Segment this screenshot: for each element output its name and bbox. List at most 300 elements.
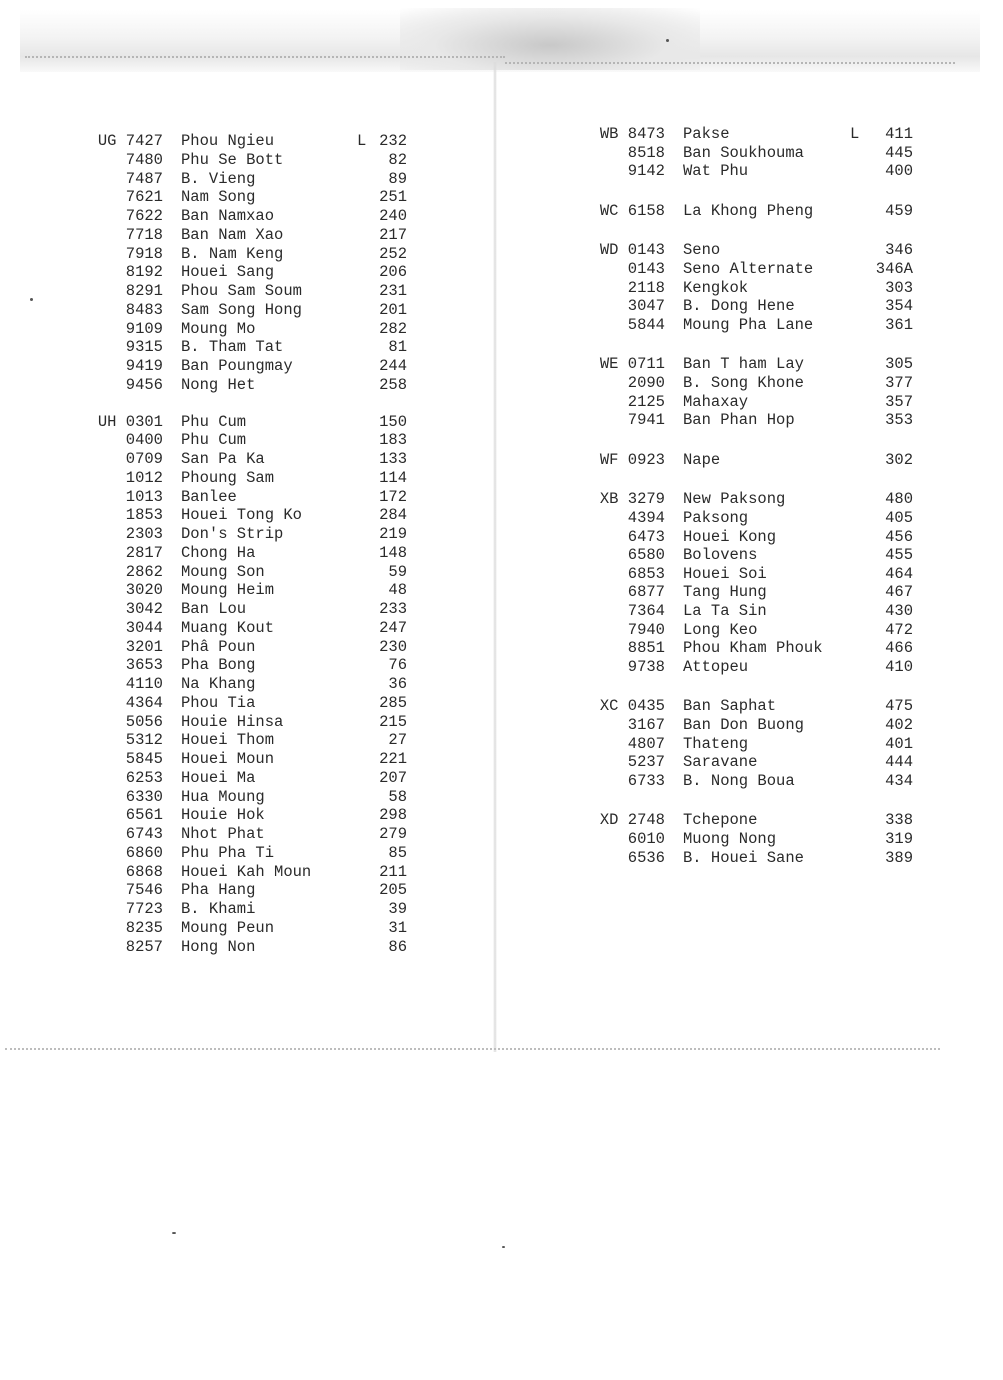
reference-number: 464 [885,564,913,583]
list-item [585,260,913,278]
place-name: Saravane [683,753,758,772]
list-item [585,316,913,334]
list-item [97,525,407,543]
place-name: Phou Kham Phouk [683,639,823,658]
reference-number: 205 [379,881,407,900]
place-name: Houie Hok [181,806,265,825]
place-name: Hua Moung [181,787,265,806]
reference-number: 36 [388,675,407,693]
reference-number: 82 [388,150,407,169]
reference-number: 217 [379,225,407,244]
list-item [97,170,407,188]
grid-reference: 6877 [627,583,665,602]
list-item [97,450,407,468]
reference-number: 85 [388,843,407,862]
reference-number: 211 [379,862,407,881]
grid-reference: WC 6158 [599,201,665,220]
place-name: Pha Bong [181,656,256,675]
reference-number: 133 [379,450,407,468]
grid-reference: WD 0143 [599,241,665,260]
list-item [97,338,407,356]
grid-reference: 7940 [627,620,665,639]
list-item [97,282,407,300]
list-item [585,144,913,162]
list-item [585,849,913,867]
place-name: Ban Namxao [181,207,275,225]
list-item [585,830,913,848]
place-name: Moung Pha Lane [683,315,814,334]
grid-reference: 6253 [125,768,163,787]
list-item [97,713,407,731]
grid-reference: 3042 [125,600,163,618]
place-name: Muong Nong [683,830,777,848]
grid-reference: XB 3279 [599,490,665,509]
reference-number: 303 [885,278,913,297]
place-name: Phu Pha Ti [181,843,275,862]
grid-reference: 7918 [125,244,163,263]
list-item [585,451,913,469]
place-name: Houei Sang [181,263,275,282]
reference-number: 353 [885,411,913,430]
grid-reference: 5237 [627,753,665,772]
list-item [585,297,913,315]
list-item [585,546,913,564]
list-item [585,621,913,639]
grid-reference: 2862 [125,562,163,581]
place-name: Houei Tong Ko [181,506,302,525]
reference-number: 252 [379,244,407,263]
list-item [97,806,407,824]
reference-number: 240 [379,207,407,225]
place-name: Houei Thom [181,731,275,750]
list-item [97,581,407,599]
grid-reference: 6868 [125,862,163,881]
reference-number: 59 [388,562,407,581]
place-name: Houei Moun [181,750,275,768]
place-name: B. Dong Hene [683,297,795,316]
reference-number: 346 [885,241,913,260]
grid-reference: 7621 [125,188,163,207]
list-item [585,162,913,180]
place-name: Bolovens [683,546,758,565]
reference-number: 346A [875,260,913,278]
scan-speck [502,1246,505,1248]
grid-reference: 4394 [627,509,665,527]
place-name: Seno Alternate [683,260,814,278]
grid-reference: 8291 [125,282,163,300]
place-name: Moung Mo [181,319,256,338]
place-name: Phou Tia [181,693,256,712]
place-name: Sam Song Hong [181,300,302,319]
reference-number: 207 [379,768,407,787]
list-item [585,716,913,734]
list-item [97,544,407,562]
place-name: Moung Heim [181,581,275,600]
place-name: Tchepone [683,811,758,830]
grid-reference: 7723 [125,900,163,918]
list-item [97,638,407,656]
place-name: Chong Ha [181,543,256,562]
list-item [585,658,913,676]
grid-reference: UH 0301 [97,412,163,431]
list-item [585,355,913,373]
list-item [97,675,407,693]
place-name: Don's Strip [181,525,284,543]
place-name: Phou Ngieu [181,132,275,150]
list-item [97,919,407,937]
place-name: Phou Sam Soum [181,282,302,300]
place-name: Long Keo [683,620,758,639]
place-name: New Paksong [683,490,786,509]
grid-reference: 4364 [125,693,163,712]
reference-number: 31 [388,918,407,937]
grid-reference: 9142 [627,162,665,181]
place-name: La Ta Sin [683,602,767,620]
reference-number: 357 [885,392,913,411]
scan-speck [172,1232,176,1234]
grid-reference: 6853 [627,564,665,583]
reference-number: 456 [885,527,913,546]
place-name: Hong Non [181,937,256,956]
grid-reference: 7718 [125,225,163,244]
place-name: Ban Don Buong [683,716,804,734]
place-name: Ban Soukhouma [683,143,804,162]
grid-reference: 5312 [125,731,163,750]
list-item [97,301,407,319]
list-item [97,226,407,244]
list-item [585,811,913,829]
list-item [97,619,407,637]
place-name: Phoung Sam [181,468,275,487]
grid-reference: 1012 [125,468,163,487]
reference-number: 76 [388,656,407,675]
place-name: B. Houei Sane [683,848,804,867]
grid-reference: 3044 [125,618,163,637]
list-item [97,413,407,431]
list-item [585,583,913,601]
reference-number: 206 [379,263,407,282]
reference-number: 298 [379,806,407,825]
grid-reference: 6743 [125,825,163,843]
grid-reference: 8192 [125,263,163,282]
scan-speck [30,298,33,301]
grid-reference: 6561 [125,806,163,825]
place-name: Wat Phu [683,162,749,181]
grid-reference: 6860 [125,843,163,862]
reference-number: 411 [885,125,913,143]
grid-reference: 6733 [627,771,665,790]
grid-reference: 3167 [627,716,665,734]
reference-number: 467 [885,583,913,602]
reference-number: 89 [388,169,407,188]
list-item [585,753,913,771]
reference-number: 172 [379,487,407,506]
place-name: Pakse [683,125,730,143]
grid-reference: 9738 [627,657,665,676]
list-item [97,506,407,524]
list-item [585,490,913,508]
list-item [97,863,407,881]
list-item [97,207,407,225]
grid-reference: 5056 [125,712,163,731]
place-name: Nhot Phat [181,825,265,843]
list-item [97,694,407,712]
reference-number: 305 [885,355,913,374]
reference-number: 430 [885,602,913,620]
place-name: B. Song Khone [683,374,804,392]
reference-number: 201 [379,300,407,319]
grid-reference: 6536 [627,848,665,867]
place-name: San Pa Ka [181,450,265,468]
list-item [585,639,913,657]
grid-reference: 0400 [125,431,163,450]
list-item [97,469,407,487]
list-item [97,132,407,150]
place-name: Nape [683,450,721,469]
reference-number: 466 [885,639,913,658]
grid-reference: 2090 [627,374,665,392]
page-bottom-edge [5,1048,940,1056]
reference-number: 215 [379,712,407,731]
grid-reference: 6580 [627,546,665,565]
place-name: Seno [683,241,721,260]
place-name: Paksong [683,509,749,527]
list-item [585,125,913,143]
place-name: La Khong Pheng [683,201,814,220]
place-name: Nam Song [181,188,256,207]
list-item [97,731,407,749]
place-name: Phu Cum [181,412,247,431]
place-name: Na Khang [181,675,256,693]
reference-number: 319 [885,830,913,848]
grid-reference: 1013 [125,487,163,506]
place-name: Ban Lou [181,600,247,618]
list-item [97,769,407,787]
reference-number: 219 [379,525,407,543]
grid-reference: 2817 [125,543,163,562]
reference-number: 410 [885,657,913,676]
place-name: Banlee [181,487,237,506]
grid-reference: 5844 [627,315,665,334]
grid-reference: 4110 [125,675,163,693]
reference-number: 86 [388,937,407,956]
grid-reference: 1853 [125,506,163,525]
grid-reference: 7480 [125,150,163,169]
list-item [97,357,407,375]
grid-reference: WF 0923 [599,450,665,469]
reference-number: 400 [885,162,913,181]
reference-number: 402 [885,716,913,734]
grid-reference: 8483 [125,300,163,319]
list-item [585,241,913,259]
reference-number: 444 [885,753,913,772]
grid-reference: 7941 [627,411,665,430]
place-name: Ban Saphat [683,697,777,716]
reference-number: 48 [388,581,407,600]
list-item [97,900,407,918]
place-name: Houei Kong [683,527,777,546]
grid-reference: 3653 [125,656,163,675]
grid-reference: 9456 [125,375,163,394]
grid-reference: UG 7427 [97,132,163,150]
place-name: B. Nam Keng [181,244,284,263]
list-item [97,825,407,843]
place-name: Houei Soi [683,564,767,583]
reference-number: 233 [379,600,407,618]
list-item [585,202,913,220]
place-name: Kengkok [683,278,749,297]
list-item [97,151,407,169]
place-name: Mahaxay [683,392,749,411]
grid-reference: 2118 [627,278,665,297]
place-name: Attopeu [683,657,749,676]
reference-number: 58 [388,787,407,806]
grid-reference: 7622 [125,207,163,225]
grid-reference: XC 0435 [599,697,665,716]
list-item [585,565,913,583]
list-item [97,881,407,899]
grid-reference: 5845 [125,750,163,768]
list-item [97,488,407,506]
grid-reference: 3020 [125,581,163,600]
list-item [585,393,913,411]
reference-number: 232 [379,132,407,150]
place-name: Ban Nam Xao [181,225,284,244]
reference-number: 81 [388,338,407,357]
list-item [97,844,407,862]
list-item [97,656,407,674]
reference-number: 279 [379,825,407,843]
grid-reference: 9419 [125,357,163,375]
reference-number: 251 [379,188,407,207]
reference-number: 389 [885,848,913,867]
reference-number: 354 [885,297,913,316]
list-item [585,509,913,527]
list-item [585,697,913,715]
reference-number: 114 [379,468,407,487]
reference-number: 302 [885,450,913,469]
list-item [97,563,407,581]
place-name: Phâ Poun [181,637,256,656]
reference-number: 27 [388,731,407,750]
list-item [585,279,913,297]
book-spine [493,62,497,1052]
place-name: Ban Phan Hop [683,411,795,430]
grid-reference: 0709 [125,450,163,468]
reference-number: 247 [379,618,407,637]
list-item [585,772,913,790]
reference-number: 455 [885,546,913,565]
reference-number: 230 [379,637,407,656]
reference-number: 285 [379,693,407,712]
list-item [97,376,407,394]
grid-reference: WB 8473 [599,125,665,143]
place-name: Phu Cum [181,431,247,450]
place-name: Tang Hung [683,583,767,602]
reference-number: 475 [885,697,913,716]
list-item [97,431,407,449]
place-name: Moung Peun [181,918,275,937]
grid-reference: 6330 [125,787,163,806]
list-item [585,528,913,546]
place-name: Phu Se Bott [181,150,284,169]
reference-number: 150 [379,412,407,431]
grid-reference: 8257 [125,937,163,956]
place-name: Ban T ham Lay [683,355,804,374]
grid-reference: 9109 [125,319,163,338]
reference-number: 244 [379,357,407,375]
reference-number: 377 [885,374,913,392]
place-name: Moung Son [181,562,265,581]
scan-speck [666,39,669,42]
list-item [585,411,913,429]
left-page-top-edge [25,52,505,58]
reference-number: 480 [885,490,913,509]
list-item [585,374,913,392]
reference-number: 284 [379,506,407,525]
place-name: Pha Hang [181,881,256,900]
place-name: Thateng [683,734,749,753]
list-item [97,788,407,806]
reference-number: 183 [379,431,407,450]
grid-reference: 6473 [627,527,665,546]
place-name: Nong Het [181,375,256,394]
grid-reference: 8851 [627,639,665,658]
reference-number: 221 [379,750,407,768]
place-name: Muang Kout [181,618,275,637]
list-item [97,263,407,281]
grid-reference: 8518 [627,143,665,162]
place-name: Houei Kah Moun [181,862,312,881]
reference-number: 401 [885,734,913,753]
place-name: Houei Ma [181,768,256,787]
ref-prefix: L [850,125,860,143]
list-item [97,320,407,338]
grid-reference: XD 2748 [599,811,665,830]
list-item [97,600,407,618]
reference-number: 405 [885,509,913,527]
place-name: B. Tham Tat [181,338,284,357]
grid-reference: 7546 [125,881,163,900]
reference-number: 282 [379,319,407,338]
grid-reference: WE 0711 [599,355,665,374]
place-name: Houie Hinsa [181,712,284,731]
grid-reference: 4807 [627,734,665,753]
list-item [585,735,913,753]
list-item [97,750,407,768]
reference-number: 472 [885,620,913,639]
grid-reference: 7364 [627,602,665,620]
ref-prefix: L [357,132,367,150]
list-item [97,245,407,263]
place-name: B. Nong Boua [683,771,795,790]
grid-reference: 2303 [125,525,163,543]
reference-number: 39 [388,900,407,918]
grid-reference: 3201 [125,637,163,656]
grid-reference: 2125 [627,392,665,411]
reference-number: 338 [885,811,913,830]
reference-number: 459 [885,201,913,220]
list-item [585,602,913,620]
grid-reference: 8235 [125,918,163,937]
place-name: Ban Poungmay [181,357,293,375]
reference-number: 148 [379,543,407,562]
grid-reference: 9315 [125,338,163,357]
place-name: B. Khami [181,900,256,918]
grid-reference: 3047 [627,297,665,316]
reference-number: 434 [885,771,913,790]
grid-reference: 7487 [125,169,163,188]
